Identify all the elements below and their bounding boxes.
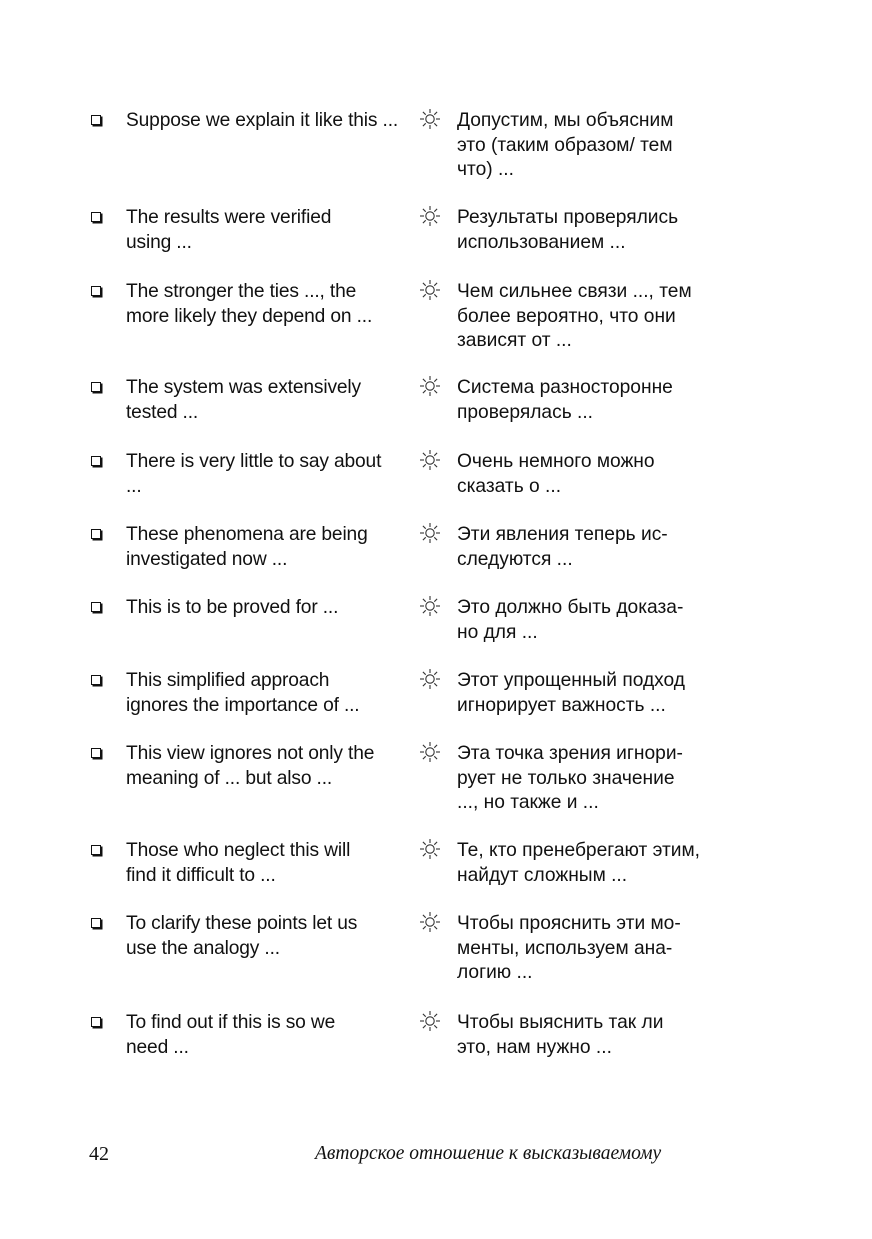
english-phrase: The results were verified using ... bbox=[126, 207, 332, 253]
sun-icon bbox=[418, 594, 442, 618]
sun-icon bbox=[418, 448, 442, 472]
checkbox-bullet-icon bbox=[91, 115, 101, 125]
checkbox-bullet-icon bbox=[91, 382, 101, 392]
russian-translation: Допустим, мы объясним это (таким образом/ тем что) ... bbox=[457, 110, 674, 180]
sun-icon bbox=[418, 837, 442, 861]
checkbox-bullet-icon bbox=[91, 845, 101, 855]
russian-translation: Эта точка зрения игнори- рует не только значение ..., но также и ... bbox=[457, 743, 683, 813]
russian-translation: Чтобы прояснить эти мо- менты, используем ана- логию ... bbox=[457, 913, 681, 983]
russian-translation: Те, кто пренебрегают этим, найдут сложным ... bbox=[457, 840, 701, 886]
checkbox-bullet-icon bbox=[91, 748, 101, 758]
sun-icon bbox=[418, 204, 442, 228]
english-phrase: These phenomena are being investigated now ... bbox=[126, 524, 368, 570]
running-footer-title: Авторское отношение к высказываемому bbox=[315, 1143, 662, 1164]
sun-icon bbox=[418, 1009, 442, 1033]
russian-translation: Это должно быть доказа- но для ... bbox=[457, 597, 684, 643]
checkbox-bullet-icon bbox=[91, 456, 101, 466]
sun-icon bbox=[418, 374, 442, 398]
english-phrase: This view ignores not only the meaning of ... but also ... bbox=[126, 743, 375, 789]
checkbox-bullet-icon bbox=[91, 675, 101, 685]
checkbox-bullet-icon bbox=[91, 1017, 101, 1027]
russian-translation: Чтобы выяснить так ли это, нам нужно ... bbox=[457, 1012, 664, 1058]
sun-icon bbox=[418, 910, 442, 934]
russian-translation: Очень немного можно сказать о ... bbox=[457, 451, 655, 497]
checkbox-bullet-icon bbox=[91, 529, 101, 539]
english-phrase: Suppose we explain it like this ... bbox=[126, 110, 399, 131]
russian-translation: Эти явления теперь ис- следуются ... bbox=[457, 524, 668, 570]
russian-translation: Чем сильнее связи ..., тем более вероятно, что они зависят от ... bbox=[457, 281, 692, 351]
sun-icon bbox=[418, 521, 442, 545]
english-phrase: The system was extensively tested ... bbox=[126, 377, 361, 423]
sun-icon bbox=[418, 107, 442, 131]
checkbox-bullet-icon bbox=[91, 212, 101, 222]
russian-translation: Этот упрощенный подход игнорирует важность ... bbox=[457, 670, 685, 716]
checkbox-bullet-icon bbox=[91, 602, 101, 612]
english-phrase: There is very little to say about ... bbox=[126, 451, 382, 497]
english-phrase: To find out if this is so we need ... bbox=[126, 1012, 336, 1058]
russian-translation: Система разносторонне проверялась ... bbox=[457, 377, 673, 423]
english-phrase: Those who neglect this will find it difficult to ... bbox=[126, 840, 351, 886]
english-phrase: The stronger the ties ..., the more likely they depend on ... bbox=[126, 281, 373, 327]
english-phrase: To clarify these points let us use the analogy ... bbox=[126, 913, 358, 959]
checkbox-bullet-icon bbox=[91, 286, 101, 296]
checkbox-bullet-icon bbox=[91, 918, 101, 928]
sun-icon bbox=[418, 740, 442, 764]
sun-icon bbox=[418, 278, 442, 302]
sun-icon bbox=[418, 667, 442, 691]
english-phrase: This is to be proved for ... bbox=[126, 597, 339, 618]
russian-translation: Результаты проверялись использованием ... bbox=[457, 207, 679, 253]
english-phrase: This simplified approach ignores the importance of ... bbox=[126, 670, 360, 716]
page-number: 42 bbox=[89, 1143, 109, 1165]
